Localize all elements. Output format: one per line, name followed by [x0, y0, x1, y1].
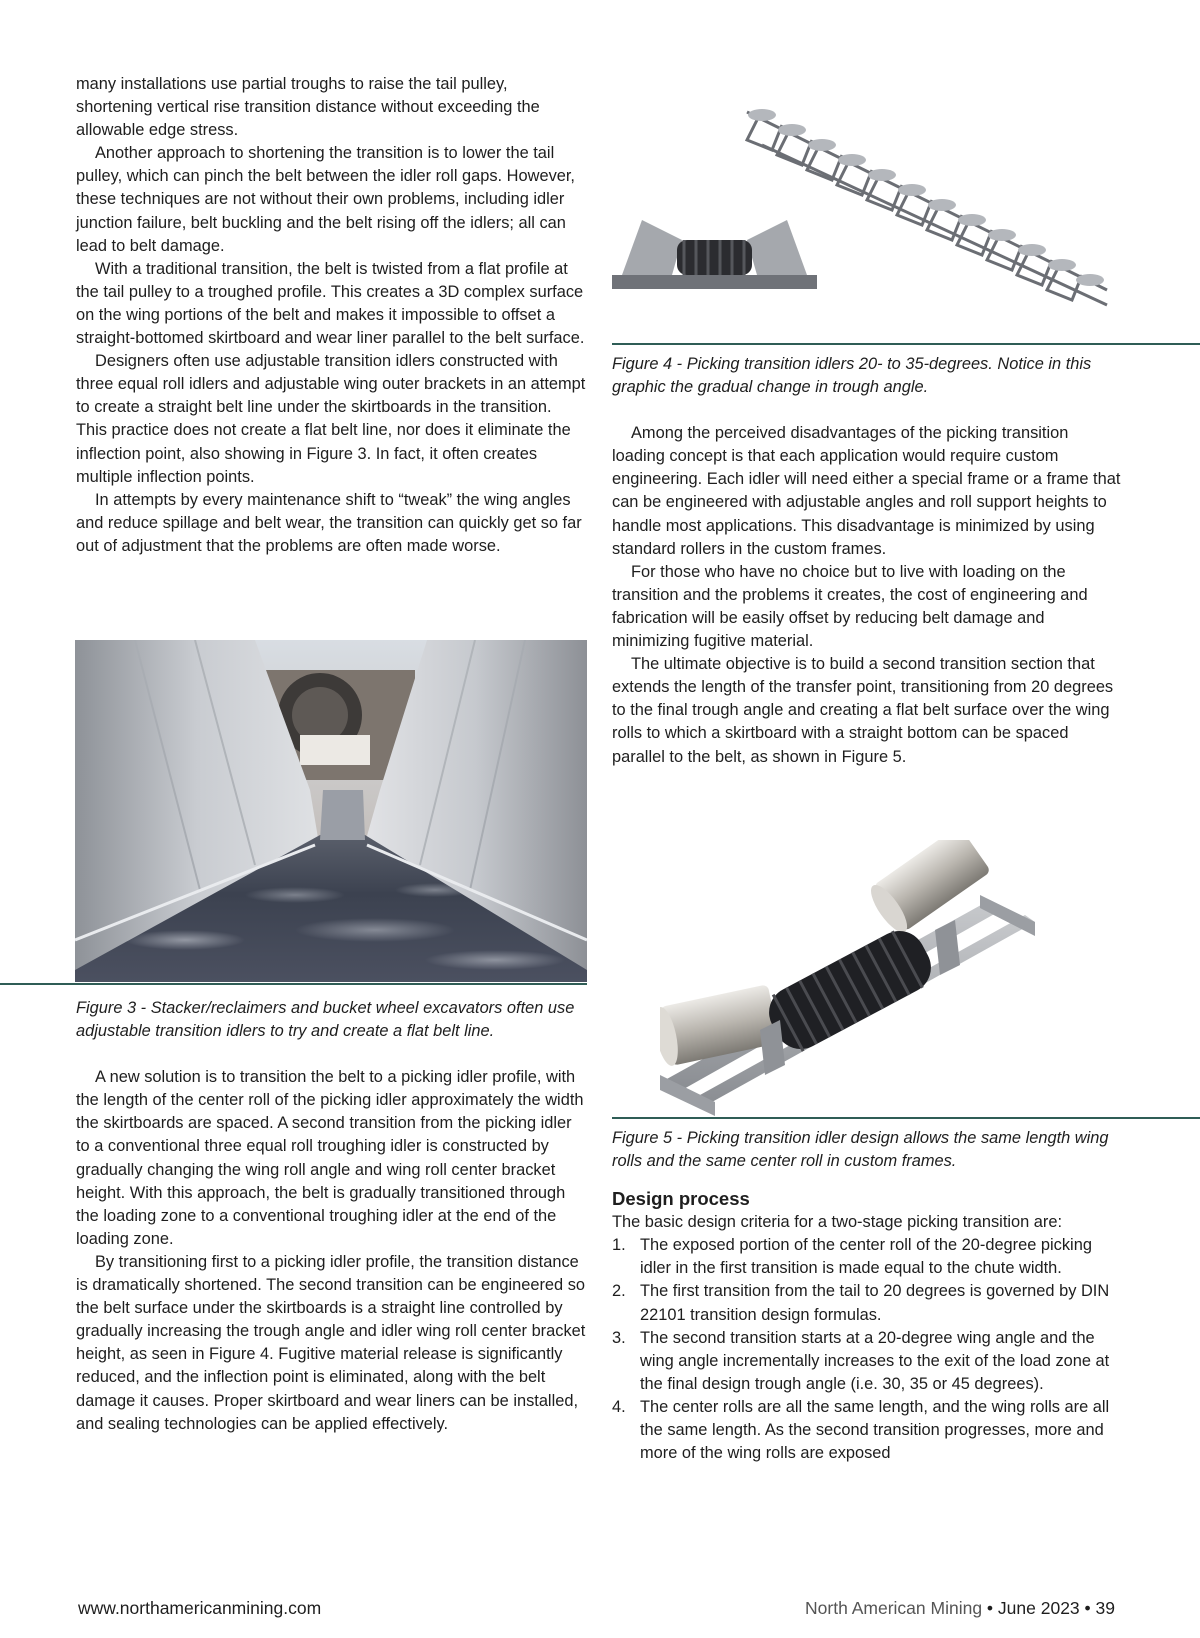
- body-paragraph: A new solution is to transition the belt to a picking idler profile, with the length of the center roll of the picking idler approximately the width the skirtboards are spaced. A second transition from the picking idler to a conventional three equal roll troughing idler is constructed by gradually changing the wing roll angle and wing roll center bracket height. With this approach, the belt is gradually transitioned through the loading zone to a conventional troughing idler at the end of the loading zone.: [76, 1068, 584, 1248]
- figure-3-rule: [0, 983, 587, 985]
- list-number: 2.: [612, 1282, 626, 1301]
- list-item: [612, 1234, 1124, 1280]
- body-paragraph: By transitioning first to a picking idler profile, the transition distance is dramatically shortened. The second transition can be engineered so the belt surface under the skirtboards is a straight line controlled by gradually increasing the trough angle and idler wing roll center bracket height, as seen in Figure 4. Fugitive material release is significantly reduced, and the inflection point is eliminated, along with the belt damage it causes. Proper skirtboard and wear liners can be installed, and sealing technologies can be applied effectively.: [76, 1252, 586, 1433]
- list-number: 1.: [612, 1236, 626, 1255]
- list-item: [612, 1280, 1124, 1326]
- body-paragraph: With a traditional transition, the belt is twisted from a flat profile at the tail pulley to a troughed profile. This creates a 3D complex surface on the wing portions of the belt and makes it impossible to offset a straight-bottomed skirtboard and wear liner parallel to the belt surface.: [76, 259, 585, 348]
- publication-name: North American Mining: [805, 1598, 983, 1618]
- body-paragraph: For those who have no choice but to live with loading on the transition and the problems it creates, the cost of engineering and fabrication will be easily offset by reducing belt damage and minimizing fugitive material.: [612, 562, 1088, 651]
- body-paragraph: many installations use partial troughs to raise the tail pulley, shortening vertical rise transition distance without exceeding the allowable edge stress.: [76, 75, 540, 140]
- figure-4-rule: [612, 343, 1200, 345]
- page-number: 39: [1095, 1598, 1115, 1618]
- list-text: The center rolls are all the same length, and the wing rolls are all the same length. As the second transition progresses, more and more of the wing rolls are exposed: [640, 1397, 1110, 1463]
- criteria-list: [612, 1234, 1124, 1465]
- body-paragraph: The ultimate objective is to build a second transition section that extends the length of the transfer point, transitioning from 20 degrees to the final trough angle and creating a flat belt surface over the wing rolls to which a skirtboard with a straight bottom can be spaced parallel to the belt, as shown in Figure 5.: [612, 655, 1114, 766]
- picking-idler-icon: [612, 220, 817, 289]
- left-column-top: [76, 73, 586, 558]
- figure-3-photo: [75, 640, 587, 982]
- list-text: The first transition from the tail to 20 degrees is governed by DIN 22101 transition design formulas.: [640, 1282, 1110, 1324]
- issue-date: June 2023: [997, 1598, 1080, 1618]
- figure-3-caption: Figure 3 - Stacker/reclaimers and bucket wheel excavators often use adjustable transition idlers to try and create a flat belt line.: [76, 999, 575, 1041]
- list-number: 3.: [612, 1328, 626, 1347]
- footer-separator: •: [982, 1598, 998, 1618]
- list-text: The second transition starts at a 20-degree wing angle and the wing angle incrementally increases to the exit of the load zone at the final design trough angle (i.e. 30, 35 or 45 degrees).: [640, 1328, 1110, 1393]
- footer-publication-info: [805, 1597, 1115, 1619]
- list-item: [612, 1327, 1124, 1396]
- right-column-bottom: [612, 1127, 1124, 1465]
- figure-5-caption: Figure 5 - Picking transition idler design allows the same length wing rolls and the same center roll in custom frames.: [612, 1129, 1109, 1171]
- figure-4-graphic: [612, 100, 1117, 328]
- body-paragraph: Designers often use adjustable transition idlers constructed with three equal roll idlers and adjustable wing outer brackets in an attempt to create a straight belt line under the skirtboards in the transition. This practice does not create a flat belt line, nor does it eliminate the inflection point, also showing in Figure 3. In fact, it often creates multiple inflection points.: [76, 352, 586, 486]
- list-text: The exposed portion of the center roll of the 20-degree picking idler in the first transition is made equal to the chute width.: [640, 1236, 1092, 1278]
- left-column-bottom: [76, 997, 586, 1436]
- figure-4-caption: Figure 4 - Picking transition idlers 20- to 35-degrees. Notice in this graphic the gradual change in trough angle.: [612, 355, 1092, 397]
- list-item: [612, 1396, 1124, 1465]
- footer-website[interactable]: www.northamericanmining.com: [78, 1598, 322, 1618]
- section-heading: Design process: [612, 1188, 750, 1210]
- list-number: 4.: [612, 1397, 626, 1416]
- body-paragraph: Among the perceived disadvantages of the picking transition loading concept is that each application would require custom engineering. Each idler will need either a special frame or a frame that can be engineered with adjustable angles and roll support heights to handle most applications. This disadvantage is minimized by using standard rollers in the custom frames.: [612, 424, 1121, 558]
- footer-separator: •: [1079, 1598, 1096, 1618]
- right-column-top: [612, 353, 1124, 769]
- design-intro: The basic design criteria for a two-stage picking transition are:: [612, 1213, 1063, 1232]
- body-paragraph: In attempts by every maintenance shift to “tweak” the wing angles and reduce spillage and belt wear, the transition can quickly get so far out of adjustment that the problems are often made worse.: [76, 490, 582, 555]
- figure-5-graphic: [660, 840, 1080, 1120]
- body-paragraph: Another approach to shortening the transition is to lower the tail pulley, which can pinch the belt between the idler roll gaps. However, these techniques are not without their own problems, including idler junction failure, belt buckling and the belt rising off the idlers; all can lead to belt damage.: [76, 144, 575, 255]
- figure-5-rule: [612, 1117, 1200, 1119]
